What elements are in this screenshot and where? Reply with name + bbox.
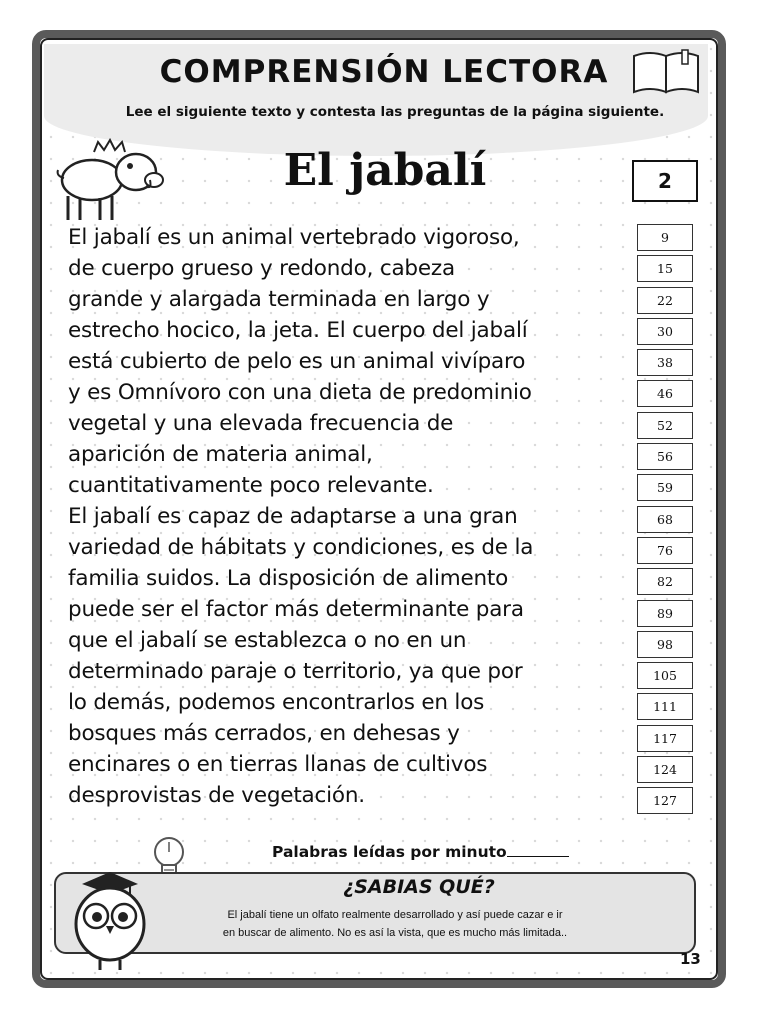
boar-icon — [54, 138, 166, 224]
book-icon — [630, 48, 702, 94]
word-count-box: 82 — [637, 568, 693, 595]
text-line: determinado paraje o territorio, ya que por — [68, 659, 523, 684]
level-badge: 2 — [632, 160, 698, 202]
text-line: bosques más cerrados, en dehesas y — [68, 721, 460, 746]
page-number: 13 — [680, 950, 701, 968]
fact-title: ¿SABIAS QUÉ? — [343, 876, 495, 898]
word-count-box: 89 — [637, 600, 693, 627]
text-line: El jabalí es capaz de adaptarse a una gran — [68, 504, 518, 529]
text-line: vegetal y una elevada frecuencia de — [68, 411, 454, 436]
word-count-box: 56 — [637, 443, 693, 470]
word-count-box: 30 — [637, 318, 693, 345]
word-count-box: 105 — [637, 662, 693, 689]
text-line: variedad de hábitats y condiciones, es de la — [68, 535, 534, 560]
text-line: de cuerpo grueso y redondo, cabeza — [68, 256, 455, 281]
word-count-box: 76 — [637, 537, 693, 564]
word-count-box: 52 — [637, 412, 693, 439]
fact-line: en buscar de alimento. No es así la vista, que es mucho más limitada.. — [222, 927, 568, 939]
owl-icon — [62, 864, 158, 972]
word-count-box: 38 — [637, 349, 693, 376]
instruction-text: Lee el siguiente texto y contesta las preguntas de la página siguiente. — [125, 104, 665, 120]
text-line: estrecho hocico, la jeta. El cuerpo del jabalí — [68, 318, 528, 343]
text-line: encinares o en tierras llanas de cultivos — [68, 752, 488, 777]
story-title: El jabalí — [283, 145, 487, 196]
word-count-box: 111 — [637, 693, 693, 720]
word-count-box: 22 — [637, 287, 693, 314]
text-line: puede ser el factor más determinante para — [68, 597, 524, 622]
story-text — [68, 222, 634, 811]
worksheet-title: COMPRENSIÓN LECTORA — [159, 54, 609, 90]
word-count-box: 68 — [637, 506, 693, 533]
text-line: grande y alargada terminada en largo y — [68, 287, 490, 312]
fact-text — [160, 906, 630, 942]
text-line: desprovistas de vegetación. — [68, 783, 365, 808]
text-line: cuantitativamente poco relevante. — [68, 473, 434, 498]
word-count-box: 127 — [637, 787, 693, 814]
text-line: familia suidos. La disposición de alimento — [68, 566, 509, 591]
word-count-box: 117 — [637, 725, 693, 752]
words-per-minute-field — [272, 842, 569, 861]
word-count-box: 98 — [637, 631, 693, 658]
words-per-minute-blank — [507, 842, 569, 857]
word-count-box: 9 — [637, 224, 693, 251]
text-line: y es Omnívoro con una dieta de predominio — [68, 380, 532, 405]
word-count-box: 46 — [637, 380, 693, 407]
text-line: que el jabalí se establezca o no en un — [68, 628, 467, 653]
word-count-box: 15 — [637, 255, 693, 282]
word-count-column — [637, 224, 693, 819]
text-line: El jabalí es un animal vertebrado vigoroso, — [68, 225, 520, 250]
word-count-box: 59 — [637, 474, 693, 501]
fact-line: El jabalí tiene un olfato realmente desarrollado y así puede cazar e ir — [227, 909, 563, 921]
text-line: aparición de materia animal, — [68, 442, 373, 467]
text-line: lo demás, podemos encontrarlos en los — [68, 690, 485, 715]
word-count-box: 124 — [637, 756, 693, 783]
text-line: está cubierto de pelo es un animal vivíparo — [68, 349, 526, 374]
words-per-minute-label: Palabras leídas por minuto — [272, 843, 507, 861]
